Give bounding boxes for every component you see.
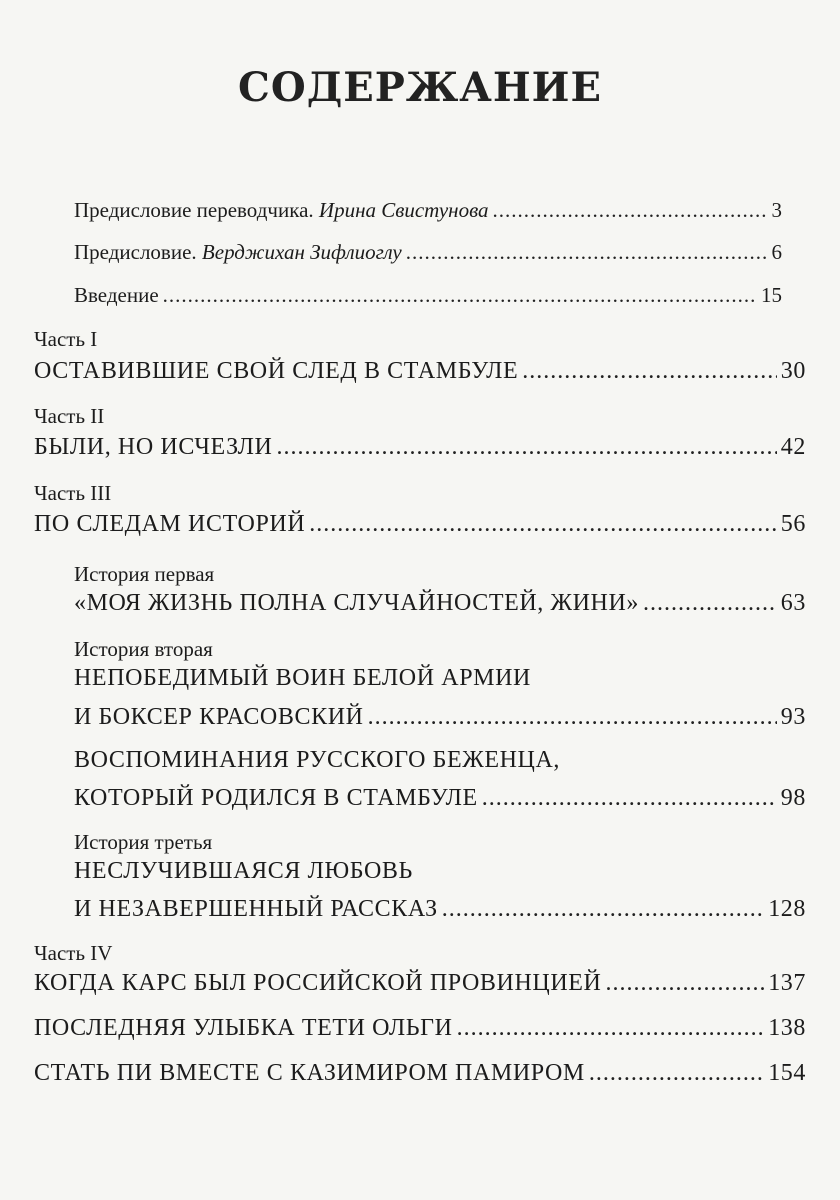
story-label-1: История первая [74, 562, 215, 586]
dot-leader [493, 198, 768, 223]
dot-leader [589, 1060, 764, 1087]
entry-page: 42 [780, 434, 806, 460]
entry-title-line2: КОТОРЫЙ РОДИЛСЯ В СТАМБУЛЕ [74, 785, 478, 811]
dot-leader [482, 785, 777, 812]
entry-title: КОГДА КАРС БЫЛ РОССИЙСКОЙ ПРОВИНЦИЕЙ [34, 970, 602, 996]
entry-page: 98 [780, 785, 806, 811]
entry-title: ПОСЛЕДНЯЯ УЛЫБКА ТЕТИ ОЛЬГИ [34, 1015, 453, 1041]
toc-entry-part1[interactable] [34, 358, 806, 385]
toc-entry-story1[interactable] [74, 590, 806, 617]
part-label-1: Часть I [34, 327, 98, 351]
part-label-3: Часть III [34, 481, 112, 505]
toc-entry-kars[interactable] [34, 970, 806, 997]
dot-leader [522, 358, 777, 385]
entry-title: ПО СЛЕДАМ ИСТОРИЙ [34, 511, 306, 537]
dot-leader [457, 1015, 765, 1042]
entry-page: 93 [780, 704, 806, 730]
entry-author: Верджихан Зифлиоглу [201, 240, 402, 264]
toc-entry-preface[interactable] [74, 240, 782, 265]
entry-title-line2: И НЕЗАВЕРШЕННЫЙ РАССКАЗ [74, 896, 438, 922]
entry-title: СТАТЬ ПИ ВМЕСТЕ С КАЗИМИРОМ ПАМИРОМ [34, 1060, 585, 1086]
dot-leader [309, 511, 777, 538]
dot-leader [605, 970, 764, 997]
entry-title: «МОЯ ЖИЗНЬ ПОЛНА СЛУЧАЙНОСТЕЙ, ЖИНИ» [74, 590, 639, 616]
toc-entry-story3[interactable] [74, 896, 806, 923]
page-title: СОДЕРЖАНИЕ [238, 64, 602, 111]
entry-label: Введение [74, 283, 159, 307]
entry-label: Предисловие. [74, 240, 197, 264]
toc-entry-translator-preface[interactable] [74, 198, 782, 223]
entry-page: 3 [771, 198, 782, 222]
dot-leader [276, 434, 776, 461]
entry-page: 128 [768, 896, 806, 922]
part-label-2: Часть II [34, 404, 105, 428]
entry-page: 137 [768, 970, 806, 996]
toc-entry-kazimir-pamir[interactable] [34, 1060, 806, 1087]
entry-page: 154 [768, 1060, 806, 1086]
entry-page: 30 [780, 358, 806, 384]
part-label-4: Часть IV [34, 941, 113, 965]
toc-entry-aunt-olga[interactable] [34, 1015, 806, 1042]
toc-entry-introduction[interactable] [74, 283, 782, 308]
dot-leader [406, 240, 768, 265]
story-label-3: История третья [74, 830, 213, 854]
entry-title-line1: ВОСПОМИНАНИЯ РУССКОГО БЕЖЕНЦА, [74, 747, 561, 773]
dot-leader [643, 590, 777, 617]
toc-entry-part2[interactable] [34, 434, 806, 461]
entry-page: 56 [780, 511, 806, 537]
toc-entry-refugee-memoirs[interactable] [74, 785, 806, 812]
entry-title-line1: НЕПОБЕДИМЫЙ ВОИН БЕЛОЙ АРМИИ [74, 665, 531, 691]
dot-leader [368, 704, 777, 731]
entry-page: 138 [768, 1015, 806, 1041]
entry-page: 63 [780, 590, 806, 616]
entry-title-line1: НЕСЛУЧИВШАЯСЯ ЛЮБОВЬ [74, 858, 413, 884]
entry-title-line2: И БОКСЕР КРАСОВСКИЙ [74, 704, 364, 730]
entry-author: Ирина Свистунова [318, 198, 489, 222]
toc-entry-story2[interactable] [74, 704, 806, 731]
entry-title: ОСТАВИВШИЕ СВОЙ СЛЕД В СТАМБУЛЕ [34, 358, 519, 384]
dot-leader [163, 283, 757, 308]
dot-leader [442, 896, 764, 923]
entry-page: 6 [771, 240, 782, 264]
story-label-2: История вторая [74, 637, 213, 661]
toc-entry-part3[interactable] [34, 511, 806, 538]
entry-title: БЫЛИ, НО ИСЧЕЗЛИ [34, 434, 273, 460]
entry-label: Предисловие переводчика. [74, 198, 314, 222]
entry-page: 15 [761, 283, 782, 307]
